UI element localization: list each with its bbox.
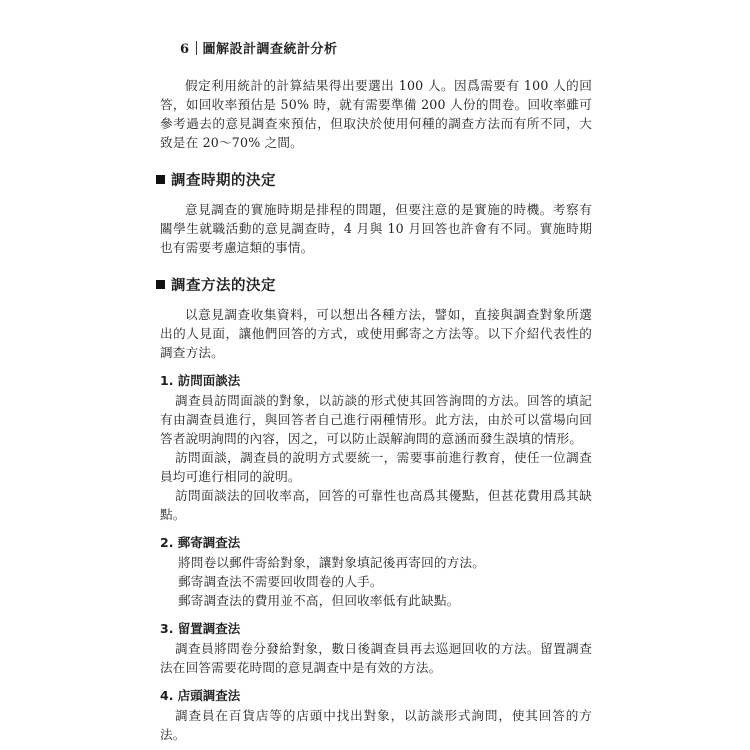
timing-paragraph: 意見調查的實施時期是排程的問題，但要注意的是實施的時機。考察有關學生就職活動的意見調查時，4 月與 10 月回答也許會有不同。實施時期也有需要考慮這類的事情。 <box>160 202 592 255</box>
method-intro-paragraph: 以意見調查收集資料，可以想出各種方法，譬如，直接與調查對象所選出的人見面，讓他們回答的方式，或使用郵寄之方法等。以下介紹代表性的調查方法。 <box>160 307 592 360</box>
method-mail <box>160 533 592 610</box>
method-paragraph: 將問卷以郵件寄給對象，讓對象填記後再寄回的方法。 <box>178 555 486 570</box>
square-bullet-icon <box>156 280 165 289</box>
page-body <box>160 76 592 744</box>
method-title: 3. 留置調查法 <box>160 621 241 636</box>
method-title: 2. 郵寄調查法 <box>160 535 241 550</box>
method-paragraph: 郵寄調查法不需要回收問卷的人手。 <box>178 574 383 589</box>
method-paragraph: 訪問面談，調查員的說明方式要統一，需要事前進行教育，使任一位調查員均可進行相同的說明。 <box>160 450 592 484</box>
section-heading-text: 調查時期的決定 <box>171 173 276 189</box>
intro-paragraph: 假定利用統計的計算結果得出要選出 100 人。因爲需要有 100 人的回答，如回收率預估是 50% 時，就有需要準備 200 人份的問卷。回收率雖可參考過去的意見調查來預估，但取決於使用何種的調查方法而有所不同，大致是在 20～70% 之間。 <box>160 78 592 150</box>
method-paragraph: 訪問面談法的回收率高，回答的可靠性也高爲其優點，但甚花費用爲其缺點。 <box>160 488 592 522</box>
method-paragraph: 調查員在百貨店等的店頭中找出對象，以訪談形式詢問，使其回答的方法。 <box>160 708 592 742</box>
section-heading-method <box>156 274 592 295</box>
method-storefront <box>160 686 592 744</box>
method-interview <box>160 371 592 524</box>
method-paragraph: 郵寄調查法的費用並不高，但回收率低有此缺點。 <box>178 593 460 608</box>
method-leave-behind <box>160 619 592 677</box>
running-head <box>180 38 338 57</box>
header-divider <box>196 41 197 55</box>
book-title: 圖解設計調查統計分析 <box>202 42 338 57</box>
section-heading-text: 調查方法的決定 <box>171 278 276 294</box>
method-paragraph: 調查員將問卷分發給對象，數日後調查員再去巡迴回收的方法。留置調查法在回答需要花時間的意見調查中是有效的方法。 <box>160 641 592 675</box>
method-title: 4. 店頭調查法 <box>160 688 241 703</box>
page-number: 6 <box>180 42 190 57</box>
method-title: 1. 訪問面談法 <box>160 373 241 388</box>
section-heading-timing <box>156 169 592 190</box>
square-bullet-icon <box>156 175 165 184</box>
method-paragraph: 調查員訪問面談的對象，以訪談的形式使其回答詢問的方法。回答的填記有由調查員進行，與回答者自己進行兩種情形。此方法，由於可以當場向回答者說明詢問的內容，因之，可以防止誤解詢問的意涵而發生誤填的情形。 <box>160 393 592 446</box>
